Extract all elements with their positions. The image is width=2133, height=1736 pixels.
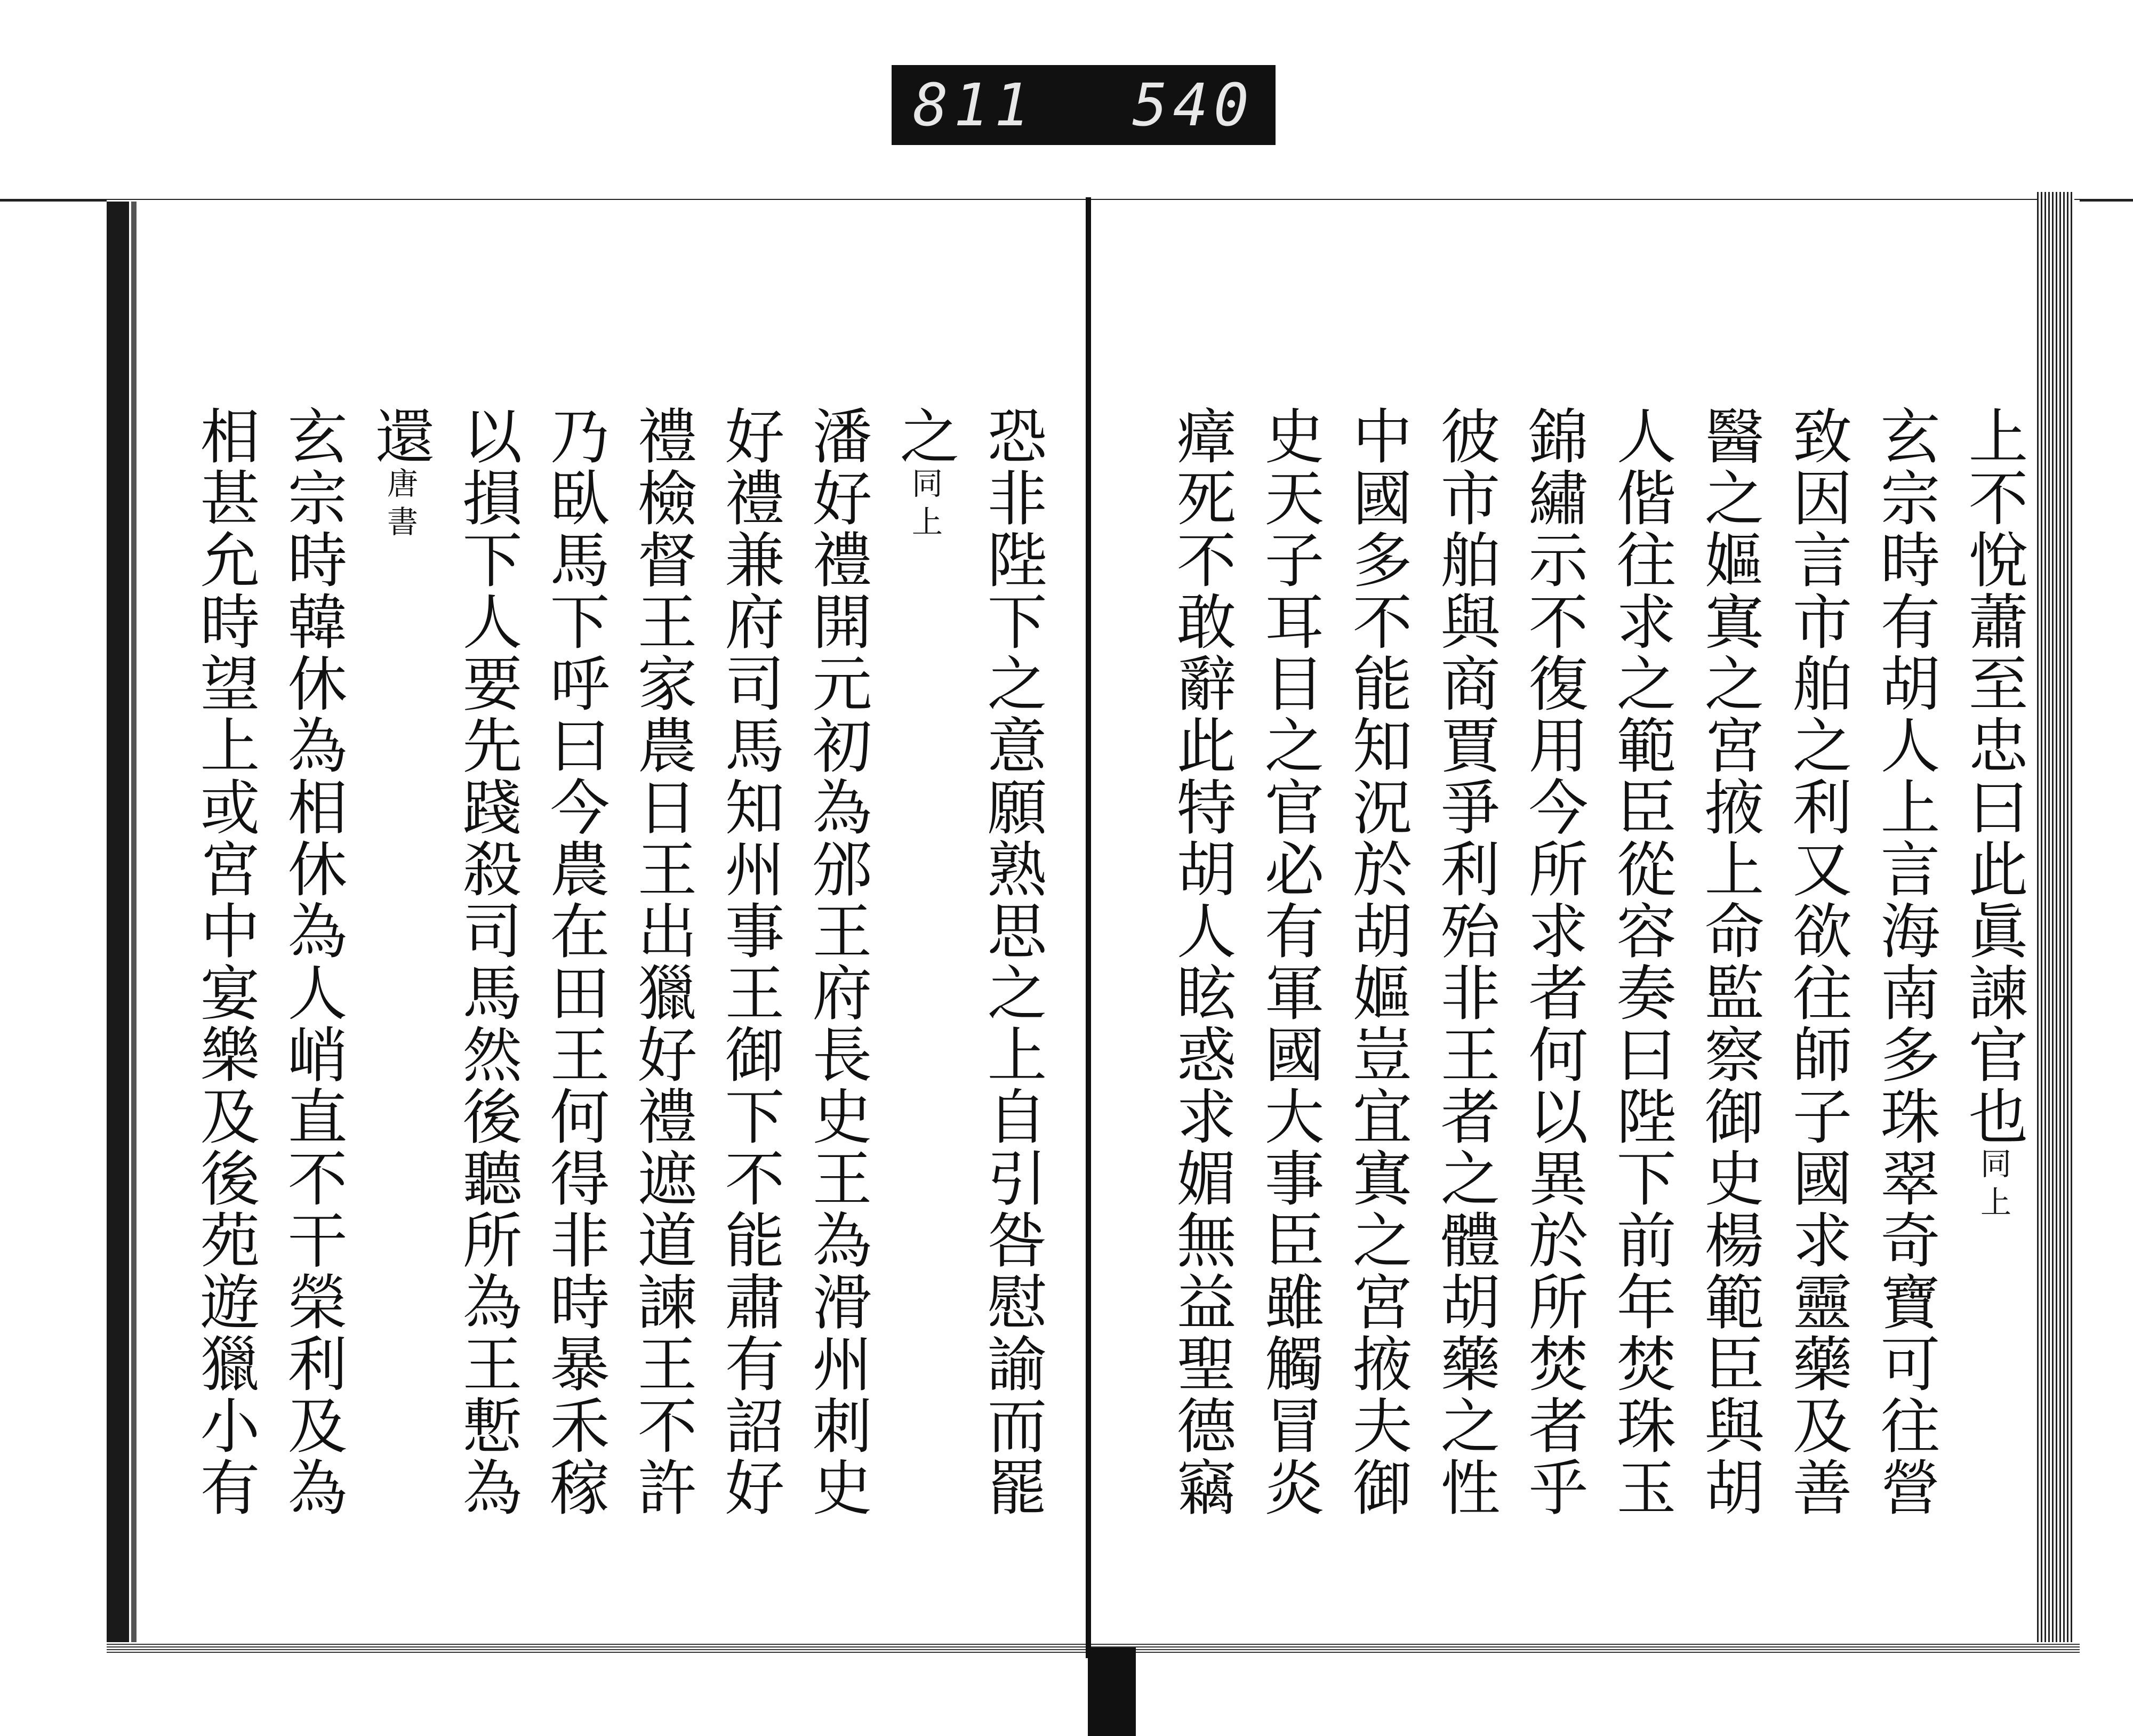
text-column: 瘴死不敢辭此特胡人眩惑求媚無益聖德竊 xyxy=(1167,405,1236,1518)
right-page xyxy=(1136,405,2037,1578)
right-page-stack xyxy=(2037,192,2074,1653)
text-column: 錦繡示不復用今所求者何以異於所焚者乎 xyxy=(1519,405,1588,1518)
text-column: 乃臥馬下呼曰今農在田王何得非時暴禾稼 xyxy=(540,405,610,1518)
label-number-right: 540 xyxy=(1132,71,1254,139)
center-gutter xyxy=(1086,197,1091,1658)
text-column: 中國多不能知況於胡嫗豈宜寘之宮掖夫御 xyxy=(1343,405,1412,1518)
left-page xyxy=(181,405,1056,1578)
text-column: 相甚允時望上或宮中宴樂及後苑遊獵小有 xyxy=(190,405,260,1518)
citation-note: 同上 xyxy=(1975,1147,2011,1224)
text-column: 人偕往求之範臣從容奏曰陛下前年焚珠玉 xyxy=(1607,405,1676,1518)
citation-note: 同上 xyxy=(907,467,943,544)
text-column: 玄宗時韓休為相休為人峭直不干榮利及為 xyxy=(278,405,347,1518)
text-column: 好禮兼府司馬知州事王御下不能肅有詔好 xyxy=(715,405,784,1518)
text-column: 致因言市舶之利又欲往師子國求靈藥及善 xyxy=(1783,405,1852,1518)
text-column: 彼市舶與商賈爭利殆非王者之體胡藥之性 xyxy=(1431,405,1500,1518)
citation-note: 唐書 xyxy=(382,467,418,544)
left-book-edge-inner xyxy=(131,202,137,1652)
text-column: 玄宗時有胡人上言海南多珠翠奇寶可往營 xyxy=(1871,405,1940,1518)
text-column: 上不悅蕭至忠曰此眞諫官也$^{同上}$ xyxy=(1959,405,2028,1224)
text-column: 還$^{唐書}$ xyxy=(365,405,435,544)
label-number-left: 811 xyxy=(913,71,1035,139)
text-column: 禮檢督王家農日王出獵好禮遮道諫王不許 xyxy=(628,405,697,1518)
gutter-clip xyxy=(1088,1647,1136,1736)
archive-label-plate xyxy=(892,65,1276,145)
text-column: 恐非陛下之意願熟思之上自引咎慰諭而罷 xyxy=(977,405,1047,1518)
text-column: 潘好禮開元初為邠王府長史王為滑州刺史 xyxy=(803,405,872,1518)
text-column: 以損下人要先踐殺司馬然後聽所為王慙為 xyxy=(453,405,522,1518)
left-book-edge xyxy=(107,202,129,1652)
text-column: 之$^{同上}$ xyxy=(890,405,959,544)
text-column: 史天子耳目之官必有軍國大事臣雖觸冒炎 xyxy=(1255,405,1324,1518)
text-column: 醫之嫗寘之宮掖上命監察御史楊範臣與胡 xyxy=(1695,405,1764,1518)
